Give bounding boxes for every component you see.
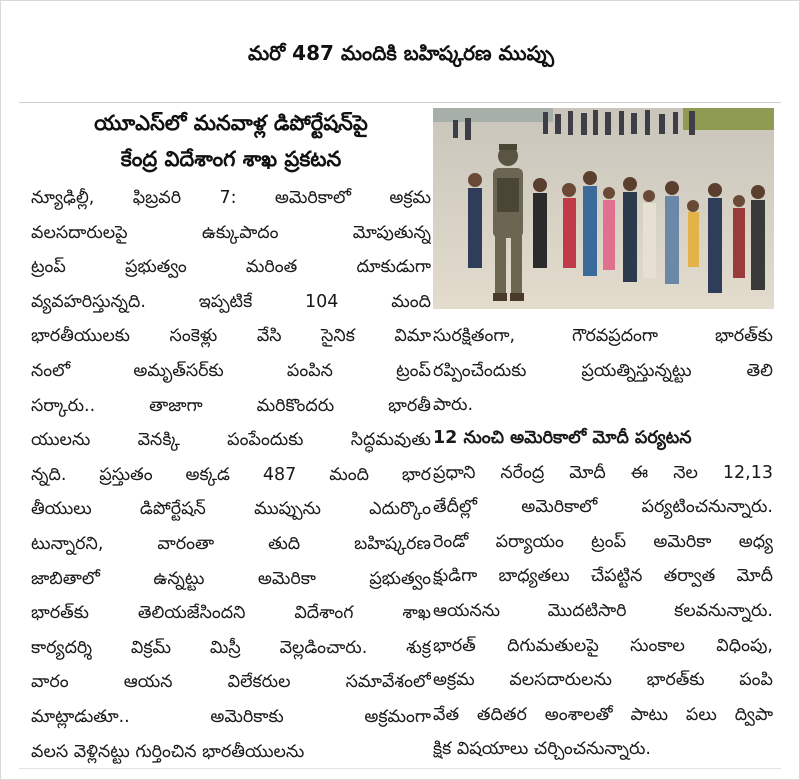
text-line: ట్రంప్ ప్రభుత్వం మరింత దూకుడుగా bbox=[31, 257, 431, 278]
text-line: అక్రమ వలసదారులను భారత్‌కు పంపి bbox=[433, 670, 773, 691]
text-line: క్షిక విషయాలు చర్చించనున్నారు. bbox=[433, 739, 651, 760]
right-column-bottom bbox=[433, 421, 773, 767]
photo-illustration bbox=[433, 108, 774, 309]
text-line: వలసదారులపై ఉక్కుపాదం మోపుతున్న bbox=[31, 222, 431, 243]
news-photo bbox=[433, 108, 774, 309]
text-line: భారత్ దిగుమతులపై సుంకాల విధింపు, bbox=[433, 635, 773, 656]
text-line: కార్యదర్శి విక్రమ్ మిస్రీ వెల్లడించారు. శుక్ర bbox=[31, 637, 431, 658]
section-heading: 12 నుంచి అమెరికాలో మోదీ పర్యటన bbox=[433, 428, 692, 448]
text-line: తేదీల్లో అమెరికాలో పర్యటించనున్నారు. bbox=[433, 497, 773, 518]
text-line: వేత తదితర అంశాలతో పాటు పలు ద్విపా bbox=[433, 704, 773, 725]
text-line: ప్రధాని నరేంద్ర మోదీ ఈ నెల 12,13 bbox=[433, 462, 773, 483]
text-line: టున్నారని, వారంతా తుది బహిష్కరణ bbox=[31, 533, 431, 554]
headline-divider bbox=[19, 102, 781, 103]
subheadline-line-1: యూఎస్‌లో మనవాళ్ల డిపోర్టేషన్‌పై bbox=[94, 111, 368, 135]
text-line: జాబితాలో ఉన్నట్టు అమెరికా ప్రభుత్వం bbox=[31, 568, 431, 589]
text-line: రెండో పర్యాయం ట్రంప్ అమెరికా అధ్య bbox=[433, 531, 773, 552]
text-line: రప్పించేందుకు ప్రయత్నిస్తున్నట్టు తెలి bbox=[433, 360, 773, 381]
text-line: న్నది. ప్రస్తుతం అక్కడ 487 మంది భార bbox=[31, 464, 431, 485]
text-line: మాట్లాడుతూ.. అమెరికాకు అక్రమంగా bbox=[31, 706, 431, 727]
text-line: వారం ఆయన విలేకరుల సమావేశంలో bbox=[31, 672, 431, 693]
bottom-divider bbox=[19, 768, 781, 769]
text-line: వ్యవహరిస్తున్నది. ఇప్పటికే 104 మంది bbox=[31, 291, 431, 312]
text-line: పారు. bbox=[433, 395, 474, 416]
right-column-top bbox=[433, 319, 773, 423]
text-line: భారతీయులకు సంకెళ్లు వేసి సైనిక విమా bbox=[31, 326, 431, 347]
text-line: సర్కారు.. తాజాగా మరికొందరు భారతీ bbox=[31, 395, 431, 416]
text-line: తీయులు డిపోర్టేషన్ ముప్పును ఎదుర్కొం bbox=[31, 499, 431, 520]
text-line: న్యూఢిల్లీ, ఫిబ్రవరి 7: అమెరికాలో అక్రమ bbox=[31, 188, 431, 208]
text-line: భారత్‌కు తెలియజేసిందని విదేశాంగ శాఖ bbox=[31, 603, 431, 624]
text-line: క్షుడిగా బాధ్యతలు చేపట్టిన తర్వాత మోదీ bbox=[433, 566, 773, 587]
headline: మరో 487 మందికి బహిష్కరణ ముప్పు bbox=[248, 40, 554, 65]
text-line: సురక్షితంగా, గౌరవప్రదంగా భారత్‌కు bbox=[433, 326, 773, 346]
text-line: ఆయనను మొదటిసారి కలవనున్నారు. bbox=[433, 600, 773, 621]
text-line: నంలో అమృత్‌సర్‌కు పంపిన ట్రంప్ bbox=[31, 360, 431, 381]
subheadline-line-2: కేంద్ర విదేశాంగ శాఖ ప్రకటన bbox=[120, 147, 342, 171]
text-line: యులను వెనక్కి పంపేందుకు సిద్ధమవుతు bbox=[31, 430, 431, 451]
text-line: వలస వెళ్లినట్టు గుర్తించిన భారతీయులను bbox=[31, 741, 305, 762]
left-column bbox=[31, 181, 431, 769]
